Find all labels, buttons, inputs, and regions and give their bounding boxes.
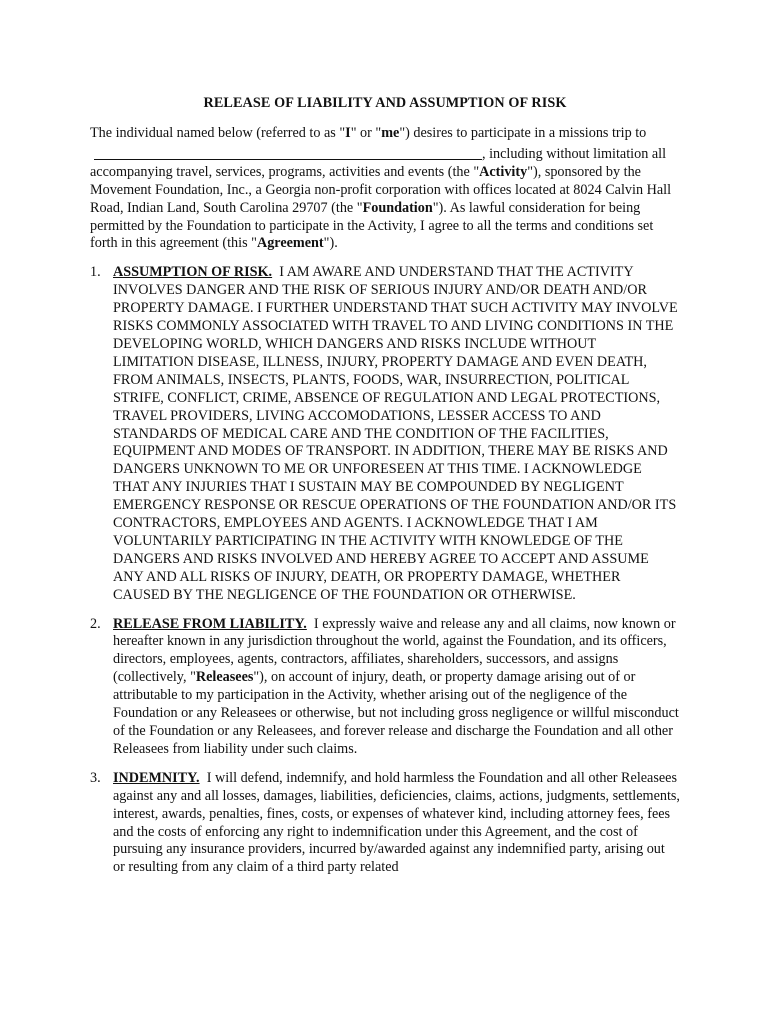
term-me: me xyxy=(381,125,400,141)
section-indemnity xyxy=(90,770,680,877)
sections-list xyxy=(90,264,680,877)
section-text-a: I expressly waive and release any and all claims, now known or hereafter known in any jurisdiction throughout the world, against the Foundation, and its officers, directors, employees, agents, contractors, affiliates, shareholders, successors, and assigns (collectively, " xyxy=(113,615,676,686)
section-heading: INDEMNITY. xyxy=(113,769,200,786)
section-number: 3. xyxy=(90,769,101,786)
intro-text-6: "). As lawful consideration for being permitted by the Foundation to participate in the Activity, I agree to all the terms and conditions set forth in this agreement (this " xyxy=(90,199,654,252)
section-text: I will defend, indemnify, and hold harmless the Foundation and all other Releasees against any and all losses, damages, liabilities, deficiencies, claims, actions, judgments, settlements, interest, awards, penalties, fines, costs, or expenses of whatever kind, including attorney fees, fees and the costs of enforcing any right to indemnification under this Agreement, and the cost of pursuing any insurance providers, incurred by/awarded against any indemnified party, arising out or resulting from any claim of a third party related xyxy=(113,769,680,876)
section-number: 2. xyxy=(90,615,101,632)
intro-text-4: , including without limitation all accompanying travel, services, programs, activities and events (the " xyxy=(90,145,667,180)
section-text-b: "), on account of injury, death, or property damage arising out of or attributable to my participation in the Activity, whether arising out of the negligence of the Foundation or any Releasees or otherwise, but not including gross negligence or willful misconduct of the Foundation or any Releasees, and forever release and discharge the Foundation and all other Releasees from liability under such claims. xyxy=(113,669,679,757)
term-foundation: Foundation xyxy=(362,199,433,216)
section-heading: RELEASE FROM LIABILITY. xyxy=(113,615,307,632)
section-number: 1. xyxy=(90,264,101,281)
section-release-from-liability xyxy=(90,616,680,759)
term-i: I xyxy=(345,125,351,141)
intro-paragraph xyxy=(90,125,680,253)
term-activity: Activity xyxy=(479,163,528,180)
section-assumption-of-risk xyxy=(90,264,680,604)
term-agreement: Agreement xyxy=(256,235,324,252)
intro-text-7: "). xyxy=(323,235,338,252)
trip-destination-blank[interactable] xyxy=(94,145,482,160)
section-text: I AM AWARE AND UNDERSTAND THAT THE ACTIVITY INVOLVES DANGER AND THE RISK OF SERIOUS INJURY AND/OR DEATH AND/OR PROPERTY DAMAGE. I FURTHER UNDERSTAND THAT SUCH ACTIVITY MAY INVOLVE RISKS COMMONLY ASSOCIATED WITH TRAVEL TO AND LIVING CONDITIONS IN THE DEVELOPING WORLD, WHICH DANGERS AND RISKS INCLUDE WITHOUT LIMITATION DISEASE, ILLNESS, INJURY, PROPERTY DAMAGE AND EVEN DEATH, FROM ANIMALS, INSECTS, PLANTS, FOODS, WAR, INSURRECTION, POLITICAL STRIFE, CONFLICT, CRIME, ABSENCE OF REGULATION AND LEGAL PROTECTIONS, TRAVEL PROVIDERS, LIVING ACCOMODATIONS, LESSER ACCESS TO AND STANDARDS OF MEDICAL CARE AND THE CONDITION OF THE FACILITIES, EQUIPMENT AND MODES OF TRANSPORT. IN ADDITION, THERE MAY BE RISKS AND DANGERS UNKNOWN TO ME OR UNFORESEEN AT THIS TIME. I ACKNOWLEDGE THAT ANY INJURIES THAT I SUSTAIN MAY BE COMPOUNDED BY NEGLIGENT EMERGENCY RESPONSE OR RESCUE OPERATIONS OF THE FOUNDATION AND/OR ITS CONTRACTORS, EMPLOYEES AND AGENTS. I ACKNOWLEDGE THAT I AM VOLUNTARILY PARTICIPATING IN THE ACTIVITY WITH KNOWLEDGE OF THE DANGERS AND RISKS INVOLVED AND HEREBY AGREE TO ACCEPT AND ASSUME ANY AND ALL RISKS OF INJURY, DEATH, OR PROPERTY DAMAGE, WHETHER CAUSED BY THE NEGLIGENCE OF THE FOUNDATION OR OTHERWISE. xyxy=(113,264,678,603)
intro-text-5: "), sponsored by the Movement Foundation, Inc., a Georgia non-profit corporation with offices located at 8024 Calvin Hall Road, Indian Land, South Carolina 29707 (the " xyxy=(90,163,672,216)
section-heading: ASSUMPTION OF RISK. xyxy=(113,264,273,281)
intro-text-1: The individual named below (referred to as " xyxy=(90,125,346,141)
intro-text-3: ") desires to participate in a missions trip to xyxy=(399,125,647,141)
document-title: RELEASE OF LIABILITY AND ASSUMPTION OF RISK xyxy=(203,95,567,111)
intro-text-2: " or " xyxy=(350,125,382,141)
term-releasees: Releasees xyxy=(195,669,254,686)
